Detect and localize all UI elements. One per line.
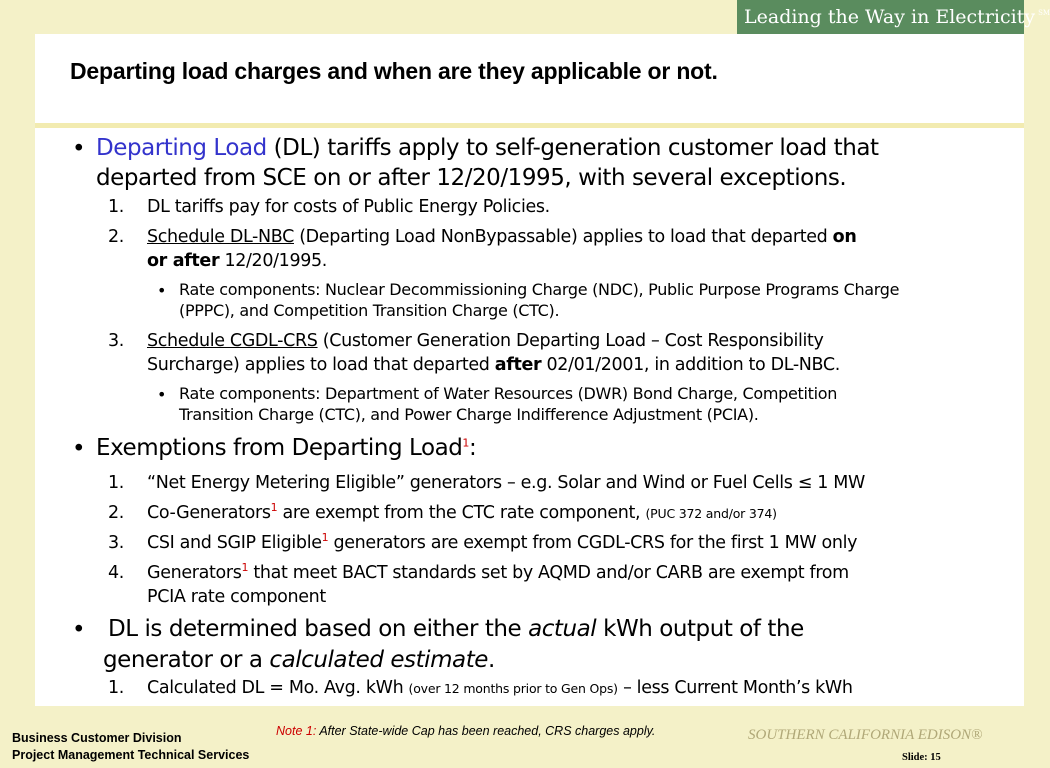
footer-org [12,730,249,764]
sub-item-1-line-1: Rate components: Nuclear Decommissioning Charge (NDC), Public Purpose Programs Charge [179,280,900,299]
bullet-marker: • [72,136,86,162]
title-divider [35,123,1024,128]
item-text: generators are exempt from CGDL-CRS for the first 1 MW only [328,533,858,553]
item-1-2-line-2 [147,251,327,271]
item-text: (Customer Generation Departing Load – Cost Responsibility [317,331,824,351]
sub-item-2-line-1: Rate components: Department of Water Resources (DWR) Bond Charge, Competition [179,384,838,403]
item-2-4-line-2: PCIA rate component [147,587,326,607]
bold-text: or after [147,251,220,271]
footnote-ref: 1 [462,436,469,450]
item-note: (over 12 months prior to Gen Ops) [408,681,618,696]
footnote-text: After State-wide Cap has been reached, CRS charges apply. [316,724,656,738]
footnote-label: Note 1: [276,724,317,738]
item-2-3 [147,533,857,553]
department-name: Project Management Technical Services [12,748,250,762]
item-1-3-line-2 [147,355,840,375]
bullet-3-line-2 [103,647,495,673]
sub-bullet-marker: • [157,385,167,404]
footnote-ref: 1 [270,501,278,515]
list-number: 3. [108,533,124,553]
bold-text: on [832,227,857,247]
item-3-1 [147,678,853,698]
tagline-banner [737,0,1050,34]
item-text: Generators [147,563,242,583]
bold-text: after [494,355,542,375]
slide-number-value: 15 [930,752,941,763]
tagline-text: Leading the Way in Electricity [744,6,1036,28]
company-name: SOUTHERN CALIFORNIA EDISON® [748,727,983,743]
bullet-3-text: kWh output of the [596,616,804,642]
item-1-2-line-1 [147,227,856,247]
bullet-3-text: generator or a [103,647,270,673]
item-text: CSI and SGIP Eligible [147,533,322,553]
item-text: 02/01/2001, in addition to DL-NBC. [541,355,840,375]
list-number: 1. [108,473,124,493]
italic-text: actual [528,616,597,642]
list-number: 2. [108,227,124,247]
bullet-3-line-1 [108,616,804,642]
item-2-2 [147,503,777,523]
bullet-2-colon: : [468,435,477,461]
item-1-1: DL tariffs pay for costs of Public Energy Policies. [147,197,550,217]
item-text: Calculated DL = Mo. Avg. kWh [147,678,409,698]
item-text: that meet BACT standards set by AQMD and/or CARB are exempt from [248,563,849,583]
list-number: 2. [108,503,124,523]
bullet-2-line-1 [96,435,476,461]
schedule-dl-nbc: Schedule DL-NBC [147,227,294,247]
list-number: 1. [108,678,124,698]
slide-number [902,752,941,763]
puc-reference: (PUC 372 and/or 374) [645,506,777,521]
bullet-1-line-2: departed from SCE on or after 12/20/1995, with several exceptions. [96,165,847,191]
division-name: Business Customer Division [12,731,182,745]
footnote-ref: 1 [241,561,249,575]
sub-item-1-line-2: (PPPC), and Competition Transition Charge (CTC). [179,301,560,320]
service-mark: SM [1038,9,1050,17]
list-number: 3. [108,331,124,351]
item-text: are exempt from the CTC rate component, [277,503,646,523]
bullet-1-text: (DL) tariffs apply to self-generation customer load that [266,135,879,161]
schedule-cgdl-crs: Schedule CGDL-CRS [147,331,318,351]
item-1-3-line-1 [147,331,824,351]
list-number: 4. [108,563,124,583]
bullet-marker: • [72,617,86,643]
item-text: – less Current Month’s kWh [617,678,853,698]
departing-load-term: Departing Load [96,135,267,161]
footnote-ref: 1 [321,531,329,545]
sub-bullet-marker: • [157,281,167,300]
page-title: Departing load charges and when are they applicable or not. [70,58,718,84]
left-strip [0,0,35,706]
bullet-marker: • [72,436,86,462]
italic-text: calculated estimate [269,647,488,673]
item-text: Surcharge) applies to load that departed [147,355,495,375]
bullet-2-text: Exemptions from Departing Load [96,435,463,461]
item-text: Co-Generators [147,503,271,523]
bullet-3-text: . [487,647,495,673]
slide-label: Slide: [902,752,928,763]
list-number: 1. [108,197,124,217]
bullet-3-text: DL is determined based on either the [108,616,529,642]
item-2-4-line-1 [147,563,849,583]
item-text: 12/20/1995. [219,251,328,271]
item-text: (Departing Load NonBypassable) applies to load that departed [293,227,833,247]
item-2-1: “Net Energy Metering Eligible” generators – e.g. Solar and Wind or Fuel Cells ≤ 1 MW [147,473,865,493]
bullet-1-line-1 [96,135,879,161]
sub-item-2-line-2: Transition Charge (CTC), and Power Charge Indifference Adjustment (PCIA). [179,405,759,424]
footnote [276,724,655,738]
